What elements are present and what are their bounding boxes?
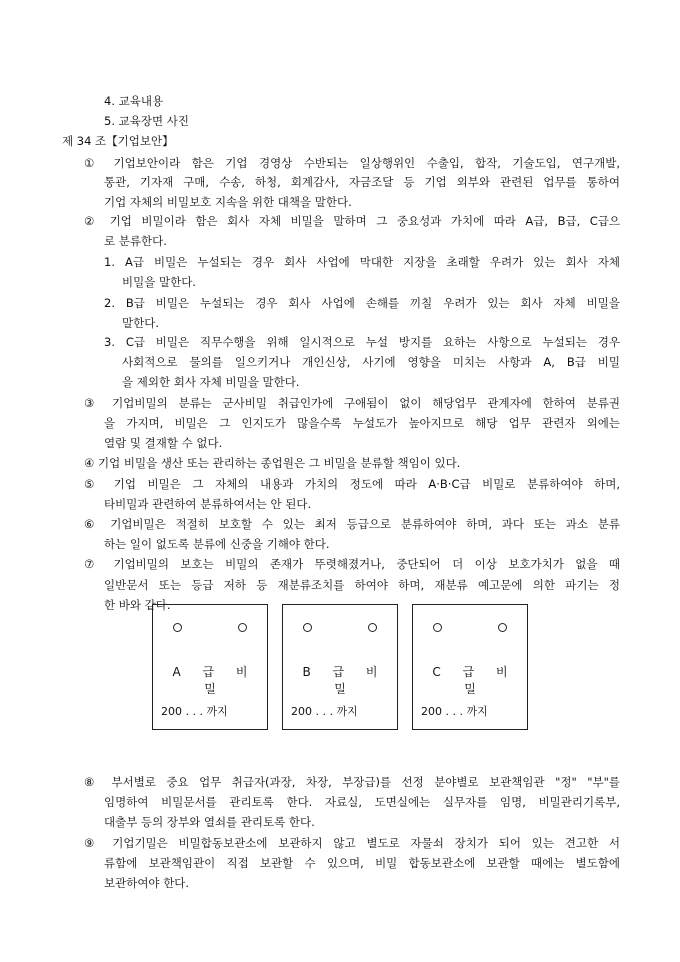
punch-hole-icon <box>303 623 312 632</box>
stamp-grade-label: A 급 비 밀 <box>172 665 257 696</box>
paragraph-7-line-3: 한 바와 같다. <box>104 597 171 612</box>
paragraph-8-line-1: ⑧ 부서별로 중요 업무 취급자(과장, 차장, 부장급)를 선정 분야별로 보관책임관 "정" "부"를 <box>84 774 620 789</box>
stamp-a-grade <box>152 604 268 730</box>
paragraph-6-line-2: 하는 일이 없도록 분류에 신중을 기해야 한다. <box>104 536 330 551</box>
paragraph-3-line-3: 열람 및 결재할 수 없다. <box>104 435 223 450</box>
subitem-c-line-1: 3. C급 비밀은 직무수행을 위해 일시적으로 누설 방지를 요하는 사항으로 누설되는 경우 <box>104 334 620 349</box>
subitem-a-line-2: 비밀을 말한다. <box>122 274 196 289</box>
paragraph-1-line-1: ① 기업보안이라 함은 기업 경영상 수반되는 일상행위인 수출입, 합작, 기술도입, 연구개발, <box>84 155 620 170</box>
paragraph-9-line-3: 보관하여야 한다. <box>104 875 190 890</box>
paragraph-2-line-1: ② 기업 비밀이라 함은 회사 자체 비밀을 말하며 그 중요성과 가치에 따라 A급, B급, C급으 <box>84 213 620 228</box>
paragraph-3-line-1: ③ 기업비밀의 분류는 군사비밀 취급인가에 구애됨이 없이 해당업무 관계자에 한하여 분류권 <box>84 395 620 410</box>
paragraph-1-line-3: 기업 자체의 비밀보호 지속을 위한 대책을 말한다. <box>104 194 352 209</box>
subitem-b-line-1: 2. B급 비밀은 누설되는 경우 회사 사업에 손해를 끼칠 우려가 있는 회사 자체 비밀을 <box>104 295 620 310</box>
stamp-expiry-label: 200 . . . 까지 <box>161 705 228 718</box>
article-title: 제 34 조【기업보안】 <box>62 133 174 148</box>
paragraph-3-line-2: 을 가지며, 비밀은 그 인지도가 많을수록 누설도가 높아지므로 해당 업무 관련자 외에는 <box>104 415 620 430</box>
list-item-education-photo: 5. 교육장면 사진 <box>104 113 189 128</box>
stamp-b-grade <box>282 604 398 730</box>
paragraph-5-line-1: ⑤ 기업 비밀은 그 자체의 내용과 가치의 정도에 따라 A·B·C급 비밀로 분류하여야 하며, <box>84 476 620 491</box>
punch-hole-icon <box>433 623 442 632</box>
paragraph-7-line-1: ⑦ 기업비밀의 보호는 비밀의 존재가 뚜렷해졌거나, 중단되어 더 이상 보호가치가 없을 때 <box>84 556 620 571</box>
stamp-grade-label: B 급 비 밀 <box>302 665 387 696</box>
subitem-a-line-1: 1. A급 비밀은 누설되는 경우 회사 사업에 막대한 지장을 초래할 우려가 있는 회사 자체 <box>104 254 620 269</box>
stamp-grade-label: C 급 비 밀 <box>432 665 517 696</box>
stamp-expiry-label: 200 . . . 까지 <box>291 705 358 718</box>
paragraph-9-line-2: 류함에 보관책임관이 직접 보관할 수 있으며, 비밀 합동보관소에 보관할 때에는 별도함에 <box>104 855 620 870</box>
subitem-c-line-2: 사회적으로 물의를 일으키거나 개인신상, 사기에 영향을 미치는 사항과 A, B급 비밀 <box>122 354 620 369</box>
stamp-expiry-label: 200 . . . 까지 <box>421 705 488 718</box>
paragraph-1-line-2: 통관, 기자재 구매, 수송, 하청, 회계감사, 자금조달 등 기업 외부와 관련된 업무를 통하여 <box>104 174 620 189</box>
subitem-c-line-3: 을 제외한 회사 자체 비밀을 말한다. <box>122 374 300 389</box>
paragraph-9-line-1: ⑨ 기업기밀은 비밀합동보관소에 보관하지 않고 별도로 자물쇠 장치가 되어 있는 견고한 서 <box>84 835 620 850</box>
stamp-c-grade <box>412 604 528 730</box>
punch-hole-icon <box>368 623 377 632</box>
punch-hole-icon <box>238 623 247 632</box>
list-item-education-content: 4. 교육내용 <box>104 93 164 108</box>
punch-hole-icon <box>173 623 182 632</box>
punch-hole-icon <box>498 623 507 632</box>
paragraph-8-line-3: 대출부 등의 장부와 열쇠를 관리토록 한다. <box>104 814 315 829</box>
subitem-b-line-2: 말한다. <box>122 315 159 330</box>
paragraph-8-line-2: 임명하여 비밀문서를 관리토록 한다. 자료실, 도면실에는 실무자를 임명, 비밀관리기록부, <box>104 794 620 809</box>
paragraph-4-line-1: ④ 기업 비밀을 생산 또는 관리하는 종업원은 그 비밀을 분류할 책임이 있다. <box>84 455 461 470</box>
paragraph-7-line-2: 일반문서 또는 등급 저하 등 재분류조치를 하여야 하며, 재분류 예고문에 의한 파기는 정 <box>104 577 620 592</box>
paragraph-2-line-2: 로 분류한다. <box>104 233 167 248</box>
paragraph-5-line-2: 타비밀과 관련하여 분류하여서는 안 된다. <box>104 496 312 511</box>
paragraph-6-line-1: ⑥ 기업비밀은 적절히 보호할 수 있는 최저 등급으로 분류하여야 하며, 과다 또는 과소 분류 <box>84 516 620 531</box>
